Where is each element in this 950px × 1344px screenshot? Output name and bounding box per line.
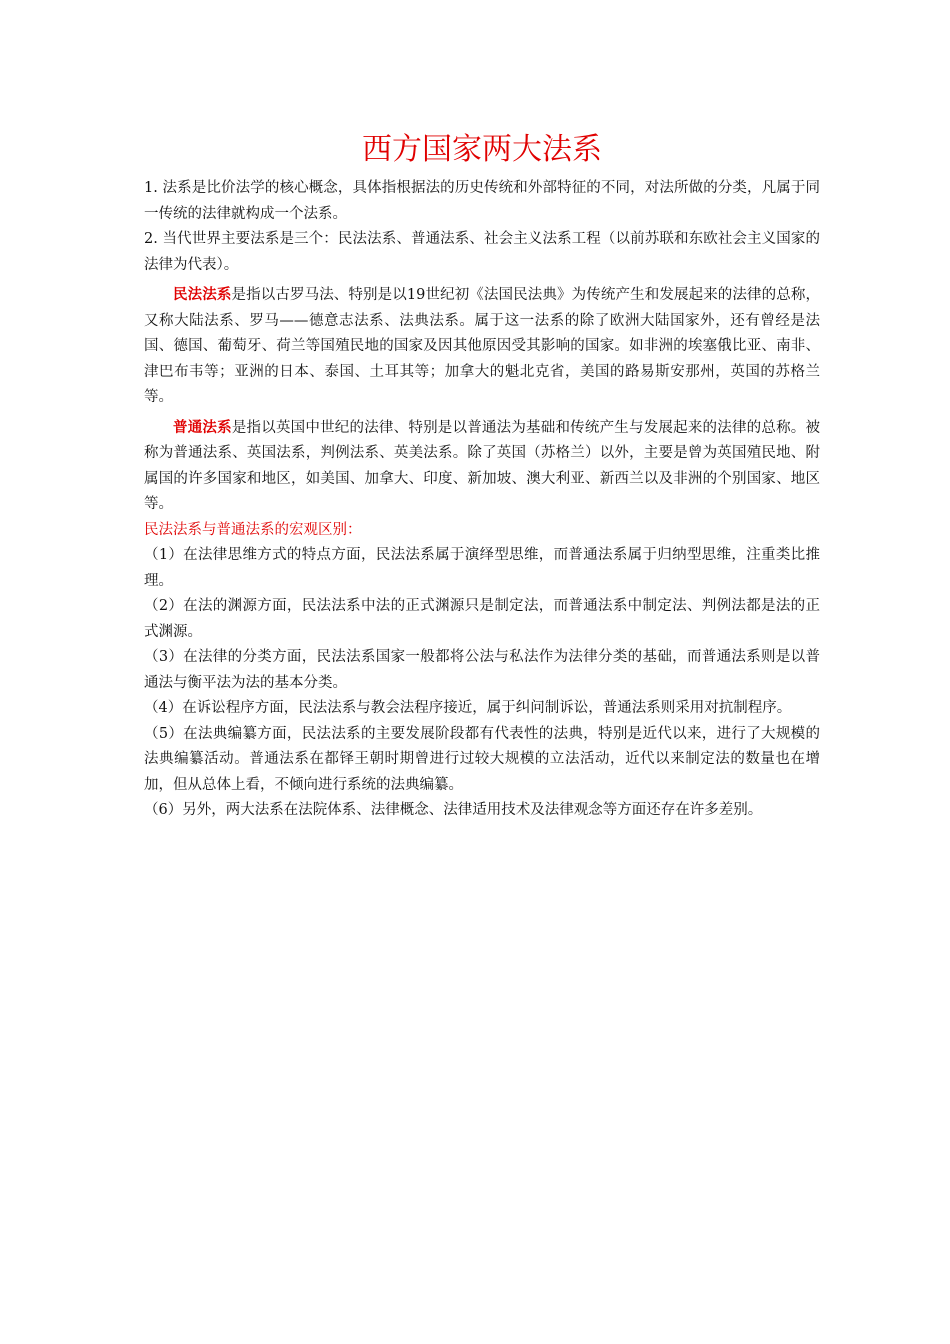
list-item: （3）在法律的分类方面，民法法系国家一般都将公法与私法作为法律分类的基础，而普通法系则是以普通法与衡平法为法的基本分类。 (144, 649, 820, 691)
list-item: （4）在诉讼程序方面，民法法系与教会法程序接近，属于纠问制诉讼，普通法系则采用对抗制程序。 (144, 700, 792, 716)
term-common-law: 普通法系 (173, 418, 232, 436)
document-title: 西方国家两大法系 (362, 132, 602, 167)
paragraph-main-systems: 2. 当代世界主要法系是三个：民法法系、普通法系、社会主义法系工程（以前苏联和东欧社会主义国家的法律为代表）。 (144, 231, 820, 273)
civil-law-text: 是指以古罗马法、特别是以19世纪初《法国民法典》为传统产生和发展起来的法律的总称，又称大陆法系、罗马——德意志法系、法典法系。属于这一法系的除了欧洲大陆国家外，还有曾经是法国、德国、葡萄牙、荷兰等国殖民地的国家及因其他原因受其影响的国家。如非洲的埃塞俄比亚、南非、津巴布韦等；亚洲的日本、泰国、土耳其等；加拿大的魁北克省，美国的路易斯安那州，英国的苏格兰等。 (144, 287, 821, 405)
paragraph-common-law (144, 415, 820, 518)
paragraph-civil-law (144, 282, 820, 411)
list-item: （5）在法典编纂方面，民法法系的主要发展阶段都有代表性的法典，特别是近代以来，进行了大规模的法典编纂活动。普通法系在都铎王朝时期曾进行过较大规模的立法活动，近代以来制定法的数量也在增加，但从总体上看，不倾向进行系统的法典编纂。 (144, 725, 820, 793)
common-law-text: 是指以英国中世纪的法律、特别是以普通法为基础和传统产生与发展起来的法律的总称。被称为普通法系、英国法系，判例法系、英美法系。除了英国（苏格兰）以外，主要是曾为英国殖民地、附属国的许多国家和地区，如美国、加拿大、印度、新加坡、澳大利亚、新西兰以及非洲的个别国家、地区等。 (144, 419, 821, 512)
list-item: （6）另外，两大法系在法院体系、法律概念、法律适用技术及法律观念等方面还存在许多差别。 (144, 802, 763, 818)
list-item: （2）在法的渊源方面，民法法系中法的正式渊源只是制定法，而普通法系中制定法、判例法都是法的正式渊源。 (144, 598, 820, 640)
section-subheading: 民法法系与普通法系的宏观区别： (144, 521, 362, 538)
term-civil-law: 民法法系 (173, 286, 232, 303)
list-item: （1）在法律思维方式的特点方面，民法法系属于演绎型思维，而普通法系属于归纳型思维，注重类比推理。 (144, 547, 820, 589)
paragraph-definition: 1. 法系是比价法学的核心概念，具体指根据法的历史传统和外部特征的不同，对法所做的分类，凡属于同一传统的法律就构成一个法系。 (144, 180, 820, 222)
document-body (144, 128, 820, 824)
